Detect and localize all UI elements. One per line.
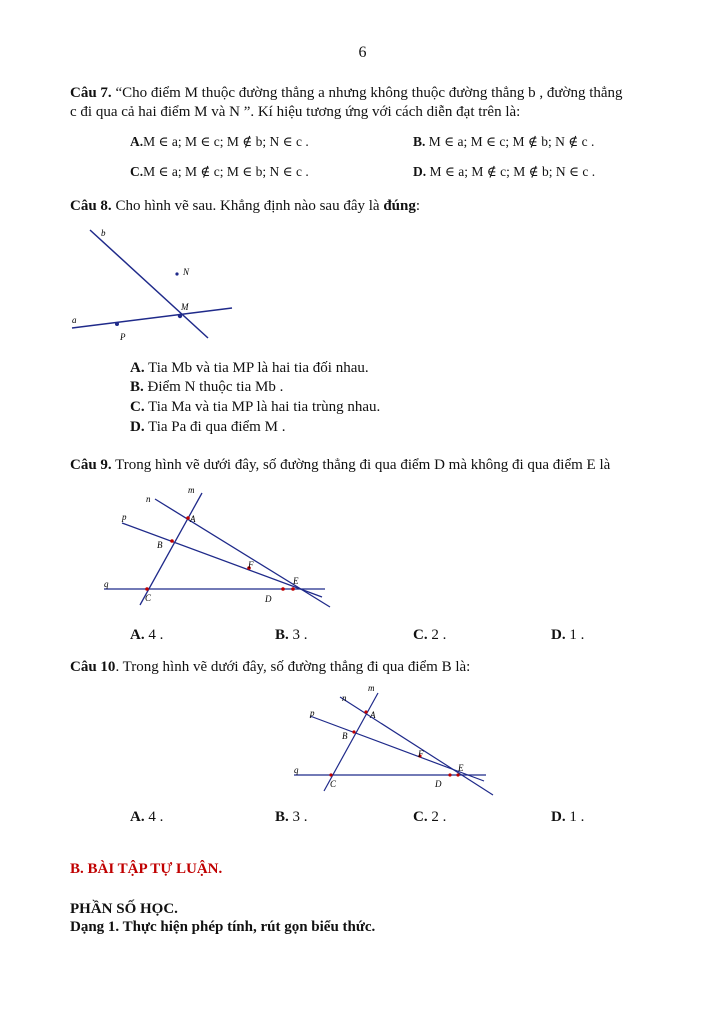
q8-figure [60, 220, 260, 350]
q10-option-c[interactable]: C. 2 . [413, 809, 447, 825]
q10-figure [290, 683, 500, 803]
label-E: E [293, 576, 299, 586]
part-title: PHẦN SỐ HỌC. [70, 901, 178, 917]
label-q: q [104, 579, 109, 589]
label-B: B [157, 540, 163, 550]
q10-option-d[interactable]: D. 1 . [551, 809, 585, 825]
point-E [291, 587, 295, 591]
label-m: m [188, 485, 195, 495]
point-N [175, 272, 178, 275]
label-A: A [370, 710, 376, 720]
point-D [281, 587, 285, 591]
line-p [122, 523, 322, 597]
point-B [170, 539, 174, 543]
q8-question: Câu 8. Cho hình vẽ sau. Khẳng định nào sau đây là đúng: [70, 198, 421, 214]
q7-option-b[interactable]: B. M ∈ a; M ∈ c; M ∉ b; N ∉ c . [413, 134, 595, 149]
q8-option-a[interactable]: A. Tia Mb và tia MP là hai tia đối nhau. [130, 360, 369, 376]
q10-question: Câu 10. Trong hình vẽ dưới đây, số đường thẳng đi qua điểm B là: [70, 659, 471, 675]
label-n: n [146, 494, 151, 504]
label-E: E [458, 763, 464, 773]
label-D: D [435, 779, 442, 789]
label-F: F [248, 560, 254, 570]
label-N: N [183, 267, 190, 277]
q9-option-c[interactable]: C. 2 . [413, 627, 447, 643]
line-a [72, 308, 232, 328]
q8-option-c[interactable]: C. Tia Ma và tia MP là hai tia trùng nhau. [130, 399, 381, 415]
label-M: M [181, 302, 189, 312]
label-D: D [265, 594, 272, 604]
label-p: p [122, 512, 127, 522]
point-M [178, 314, 182, 318]
q7-option-a[interactable]: A.M ∈ a; M ∈ c; M ∉ b; N ∈ c . [130, 134, 309, 149]
q8-option-d[interactable]: D. Tia Pa đi qua điểm M . [130, 419, 286, 435]
label-C: C [145, 593, 152, 603]
label-A: A [190, 514, 196, 524]
q10-option-a[interactable]: A. 4 . [130, 809, 164, 825]
q9-option-a[interactable]: A. 4 . [130, 627, 164, 643]
q7-option-c[interactable]: C.M ∈ a; M ∉ c; M ∈ b; N ∈ c . [130, 164, 309, 179]
point-P [115, 322, 119, 326]
form-title: Dạng 1. Thực hiện phép tính, rút gọn biểu thức. [70, 919, 376, 935]
q7-line1 [70, 84, 710, 103]
q7-label: Câu 7. [70, 85, 112, 101]
section-b-heading: B. BÀI TẬP TỰ LUẬN. [70, 861, 223, 877]
point-C [145, 587, 149, 591]
q7-line2: c đi qua cả hai điểm M và N ”. Kí hiệu tương ứng với cách diễn đạt trên là: [70, 104, 521, 120]
label-F: F [418, 749, 424, 759]
label-a: a [72, 315, 77, 325]
q7-option-d[interactable]: D. M ∈ a; M ∉ c; M ∉ b; N ∈ c . [413, 164, 596, 179]
label-m: m [368, 683, 375, 693]
q8-option-b[interactable]: B. Điểm N thuộc tia Mb . [130, 379, 284, 395]
label-C: C [330, 779, 337, 789]
label-b: b [101, 228, 106, 238]
q10-option-b[interactable]: B. 3 . [275, 809, 308, 825]
point-B [352, 730, 355, 733]
point-A [364, 710, 367, 713]
point-E [456, 773, 459, 776]
q9-option-d[interactable]: D. 1 . [551, 627, 585, 643]
label-n: n [342, 693, 347, 703]
line-n [340, 697, 493, 795]
point-C [329, 773, 332, 776]
label-P: P [120, 332, 126, 342]
label-p: p [310, 708, 315, 718]
point-D [448, 773, 451, 776]
line-m [324, 693, 378, 791]
page-number: 6 [358, 44, 367, 61]
q9-option-b[interactable]: B. 3 . [275, 627, 308, 643]
label-B: B [342, 731, 348, 741]
label-q: q [294, 765, 299, 775]
line-b [90, 230, 208, 338]
q9-question: Câu 9. Trong hình vẽ dưới đây, số đường thẳng đi qua điểm D mà không đi qua điểm E là [70, 457, 611, 473]
q9-figure [100, 485, 340, 620]
q7-text1: “Cho điểm M thuộc đường thẳng a nhưng không thuộc đường thẳng b , đường thẳng [111, 85, 623, 101]
